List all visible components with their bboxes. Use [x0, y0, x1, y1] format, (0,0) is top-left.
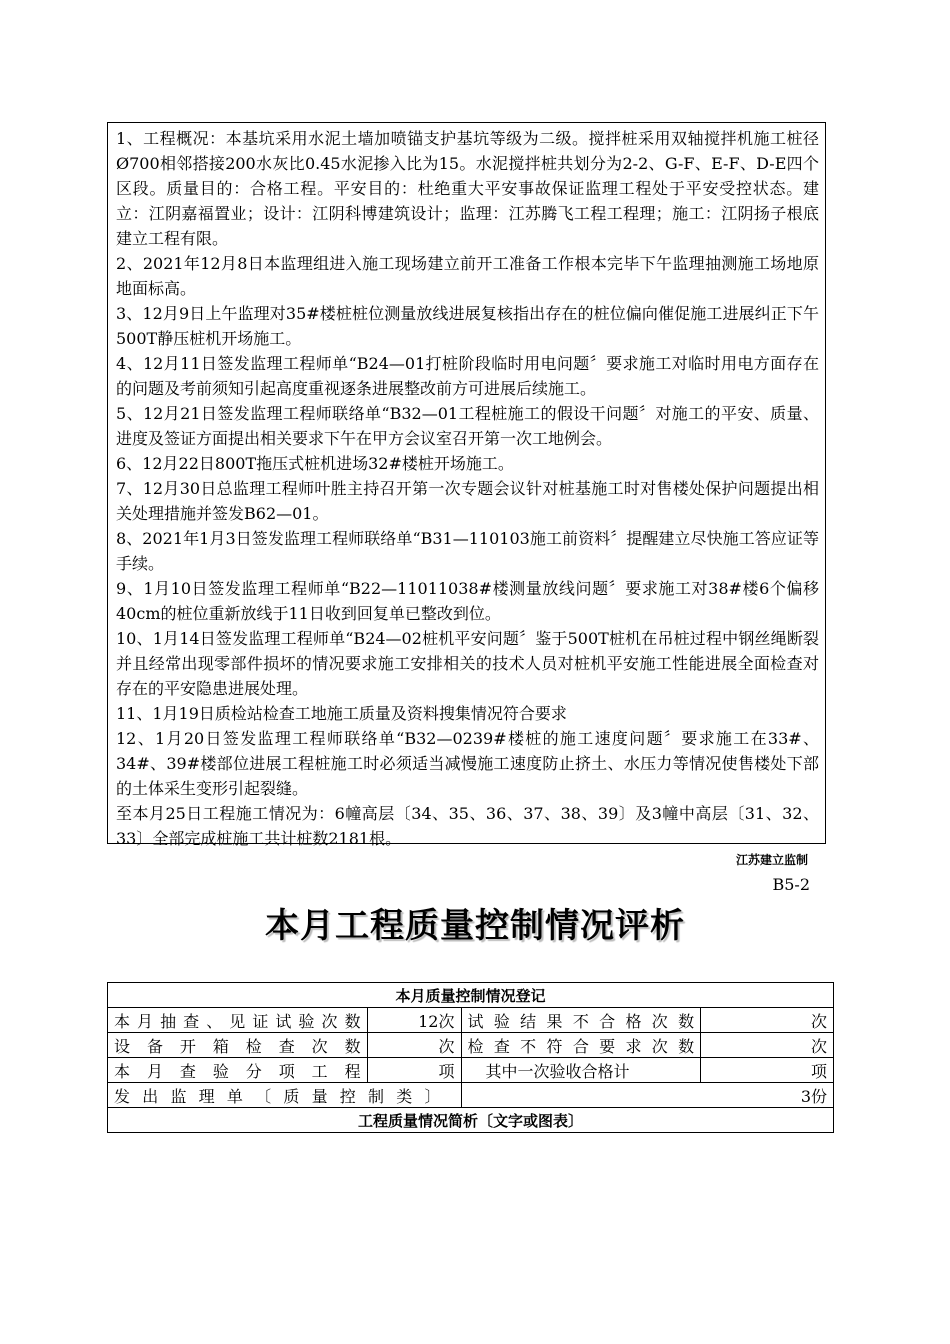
log-item-1: 1、工程概况：本基坑采用水泥土墙加喷锚支护基坑等级为二级。搅拌桩采用双轴搅拌机施工桩径Ø700相邻搭接200水灰比0.45水泥掺入比为15。水泥搅拌桩共划分为2-2、G-F、E-F、D-E四个区段。质量目的：合格工程。平安目的：杜绝重大平安事故保证监理工程处于平安受控状态。建立：江阴嘉福置业；设计：江阴科博建筑设计；监理：江苏腾飞工程工程理；施工：江阴扬子根底建立工程有限。 [116, 129, 819, 248]
log-item-6: 6、12月22日800T拖压式桩机进场32#楼桩开场施工。 [116, 454, 514, 473]
table-row [108, 1083, 834, 1108]
value-notices: 3份 [461, 1083, 834, 1108]
log-item-10: 10、1月14日签发监理工程师单“B24—02桩机平安问题〞鉴于500T桩机在吊桩过程中钢丝绳断裂并且经常出现零部件损坏的情况要求施工安排相关的技术人员对桩机平安施工性能进展全面检查对存在的平安隐患进展处理。 [116, 629, 819, 698]
log-item-4: 4、12月11日签发监理工程师单“B24—01打桩阶段临时用电问题〞要求施工对临时用电方面存在的问题及考前须知引起高度重视逐条进展整改前方可进展后续施工。 [116, 354, 819, 398]
table-footer-row [108, 1108, 834, 1133]
label-failed-tests: 试验结果不合格次数 [461, 1008, 701, 1033]
label-subitems: 本月查验分项工程 [108, 1058, 368, 1083]
quality-control-table [107, 982, 834, 1133]
form-code: B5-2 [772, 875, 810, 894]
log-summary: 至本月25日工程施工情况为：6幢高层〔34、35、36、37、38、39〕及3幢中高层〔31、32、33〕全部完成桩施工共计桩数2181根。 [116, 804, 819, 848]
table-footer: 工程质量情况简析〔文字或图表〕 [108, 1108, 834, 1133]
label-first-pass: 其中一次验收合格计 [461, 1058, 701, 1083]
log-item-8: 8、2021年1月3日签发监理工程师联络单“B31—110103施工前资料〞提醒建立尽快施工答应证等手续。 [116, 529, 819, 573]
value-nonconforming: 次 [701, 1033, 834, 1058]
issuer-label: 江苏建立监制 [735, 853, 808, 867]
table-header-row [108, 983, 834, 1008]
value-first-pass: 项 [701, 1058, 834, 1083]
label-inspections: 本月抽查、见证试验次数 [108, 1008, 368, 1033]
table-row [108, 1033, 834, 1058]
log-item-7: 7、12月30日总监理工程师叶胜主持召开第一次专题会议针对桩基施工时对售楼处保护问题提出相关处理措施并签发B62—01。 [116, 479, 819, 523]
table-header: 本月质量控制情况登记 [108, 983, 834, 1008]
label-nonconforming: 检查不符合要求次数 [461, 1033, 701, 1058]
log-item-5: 5、12月21日签发监理工程师联络单“B32—01工程桩施工的假设干问题〞对施工的平安、质量、进度及签证方面提出相关要求下午在甲方会议室召开第一次工地例会。 [116, 404, 819, 448]
log-item-11: 11、1月19日质检站检查工地施工质量及资料搜集情况符合要求 [116, 704, 567, 723]
table-row [108, 1008, 834, 1033]
value-failed-tests: 次 [701, 1008, 834, 1033]
table-row [108, 1058, 834, 1083]
label-equipment-checks: 设备开箱检查次数 [108, 1033, 368, 1058]
page-title: 本月工程质量控制情况评析 [265, 906, 685, 946]
log-item-2: 2、2021年12月8日本监理组进入施工现场建立前开工准备工作根本完毕下午监理抽测施工场地原地面标高。 [116, 254, 819, 298]
log-item-3: 3、12月9日上午监理对35#楼桩桩位测量放线进展复核指出存在的桩位偏向催促施工进展纠正下午500T静压桩机开场施工。 [116, 304, 819, 348]
value-equipment-checks: 次 [367, 1033, 461, 1058]
value-subitems: 项 [367, 1058, 461, 1083]
supervision-log [107, 122, 826, 848]
log-item-12: 12、1月20日签发监理工程师联络单“B32—0239#楼桩的施工速度问题〞要求施工在33#、34#、39#楼部位进展工程桩施工时必须适当减慢施工速度防止挤土、水压力等情况使售楼处下部的土体采生变形引起裂缝。 [116, 729, 819, 798]
log-item-9: 9、1月10日签发监理工程师单“B22—11011038#楼测量放线问题〞要求施工对38#楼6个偏移40cm的桩位重新放线于11日收到回复单已整改到位。 [116, 579, 819, 623]
label-notices: 发出监理单〔质量控制类〕 [108, 1083, 462, 1108]
value-inspections: 12次 [367, 1008, 461, 1033]
